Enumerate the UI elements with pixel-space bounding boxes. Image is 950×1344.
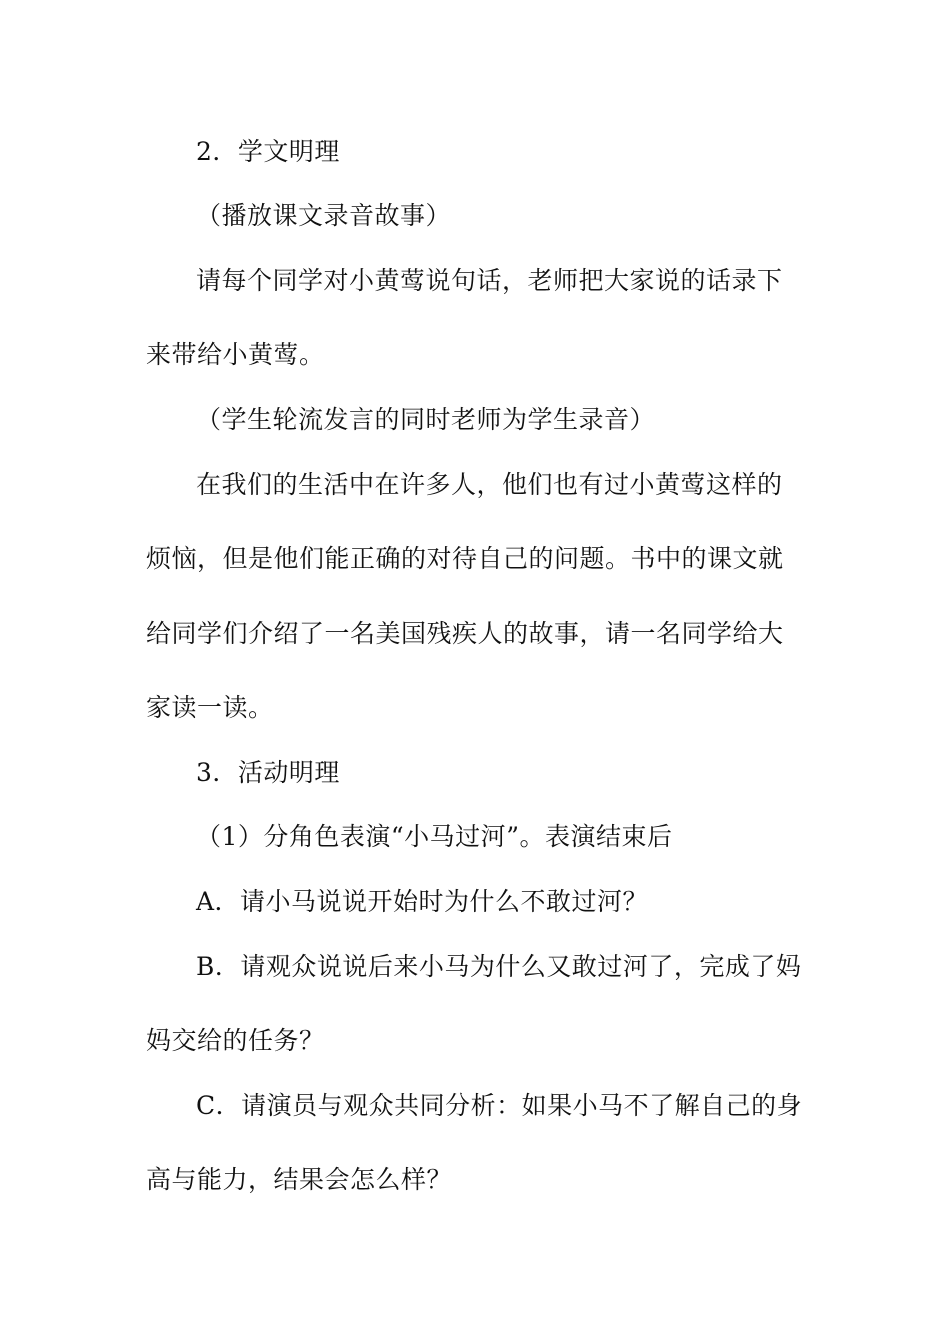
section-heading-2: 2．学文明理 <box>196 137 340 166</box>
list-item-a: A．请小马说说开始时为什么不敢过河？ <box>196 887 649 916</box>
list-item-b: B．请观众说说后来小马为什么又敢过河了，完成了妈 <box>196 952 802 981</box>
paragraph-line: 高与能力，结果会怎么样？ <box>146 1165 453 1194</box>
section-heading-3: 3．活动明理 <box>196 758 340 787</box>
paragraph-line: 家读一读。 <box>146 693 274 722</box>
paragraph-line: 请每个同学对小黄莺说句话，老师把大家说的话录下 <box>196 266 783 295</box>
paragraph-line: 给同学们介绍了一名美国残疾人的故事，请一名同学给大 <box>146 619 784 648</box>
paragraph-line: （1）分角色表演“小马过河”。表演结束后 <box>196 822 673 851</box>
paragraph-line: 来带给小黄莺。 <box>146 340 325 369</box>
paragraph-line: 在我们的生活中在许多人，他们也有过小黄莺这样的 <box>196 470 783 499</box>
paragraph-line: （播放课文录音故事） <box>196 201 452 230</box>
paragraph-line: 烦恼，但是他们能正确的对待自己的问题。书中的课文就 <box>146 544 784 573</box>
paragraph-line: 妈交给的任务？ <box>146 1026 325 1055</box>
paragraph-line: （学生轮流发言的同时老师为学生录音） <box>196 405 656 434</box>
list-item-c: C．请演员与观众共同分析：如果小马不了解自己的身 <box>196 1091 803 1120</box>
